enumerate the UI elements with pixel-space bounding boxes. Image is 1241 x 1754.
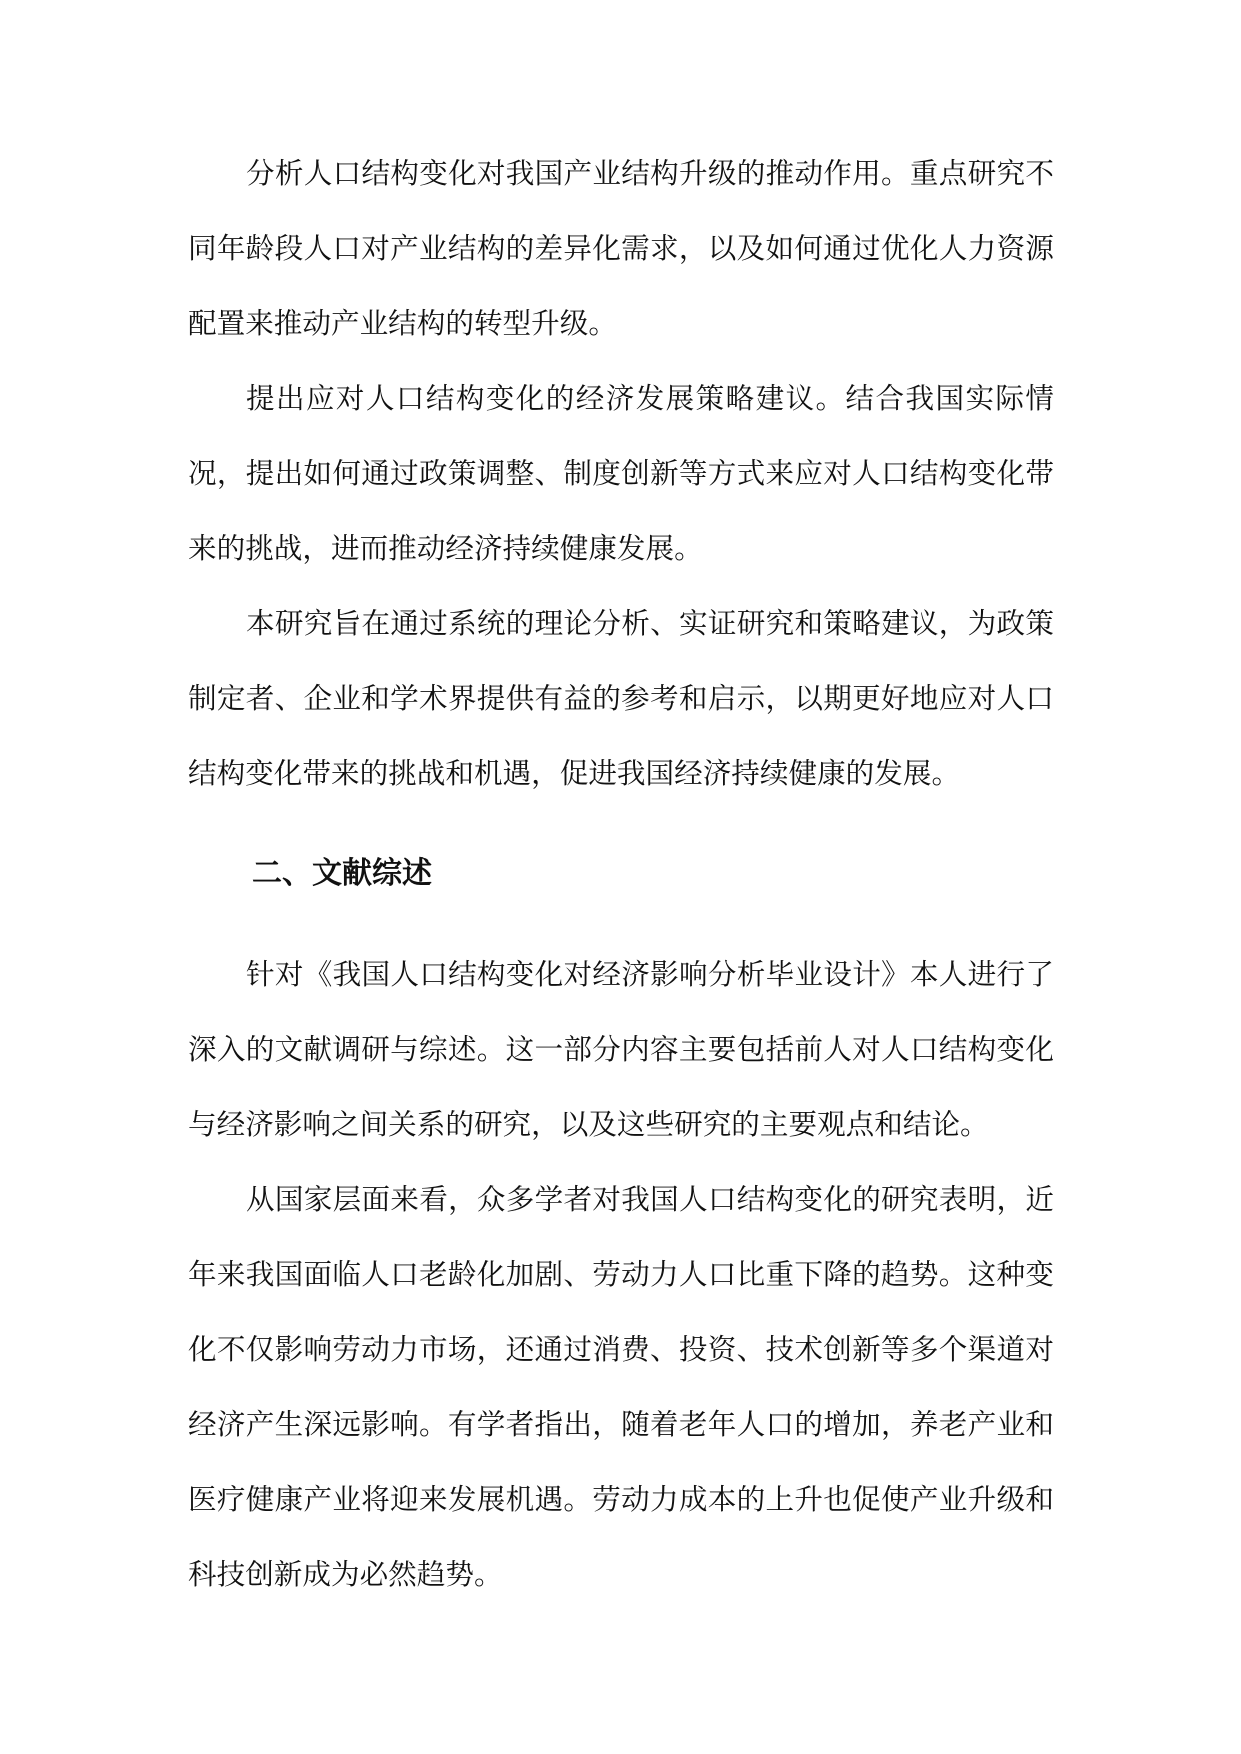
paragraph-national-level: 从国家层面来看，众多学者对我国人口结构变化的研究表明，近年来我国面临人口老龄化加剧、劳动力人口比重下降的趋势。这种变化不仅影响劳动力市场，还通过消费、投资、技术创新等多个渠道对经济产生深远影响。有学者指出，随着老年人口的增加，养老产业和医疗健康产业将迎来发展机遇。劳动力成本的上升也促使产业升级和科技创新成为必然趋势。 bbox=[188, 1182, 1054, 1591]
paragraph-literature-intro: 针对《我国人口结构变化对经济影响分析毕业设计》本人进行了深入的文献调研与综述。这一部分内容主要包括前人对人口结构变化与经济影响之间关系的研究，以及这些研究的主要观点和结论。 bbox=[188, 957, 1054, 1141]
document-body bbox=[188, 136, 1054, 1612]
paragraph-policy-suggestions: 提出应对人口结构变化的经济发展策略建议。结合我国实际情况，提出如何通过政策调整、制度创新等方式来应对人口结构变化带来的挑战，进而推动经济持续健康发展。 bbox=[188, 381, 1054, 565]
paragraph-research-purpose: 本研究旨在通过系统的理论分析、实证研究和策略建议，为政策制定者、企业和学术界提供有益的参考和启示，以期更好地应对人口结构变化带来的挑战和机遇，促进我国经济持续健康的发展。 bbox=[188, 606, 1054, 790]
paragraph-industrial-upgrade: 分析人口结构变化对我国产业结构升级的推动作用。重点研究不同年龄段人口对产业结构的差异化需求，以及如何通过优化人力资源配置来推动产业结构的转型升级。 bbox=[188, 156, 1054, 340]
section-heading-literature-review: 二、文献综述 bbox=[252, 856, 432, 891]
